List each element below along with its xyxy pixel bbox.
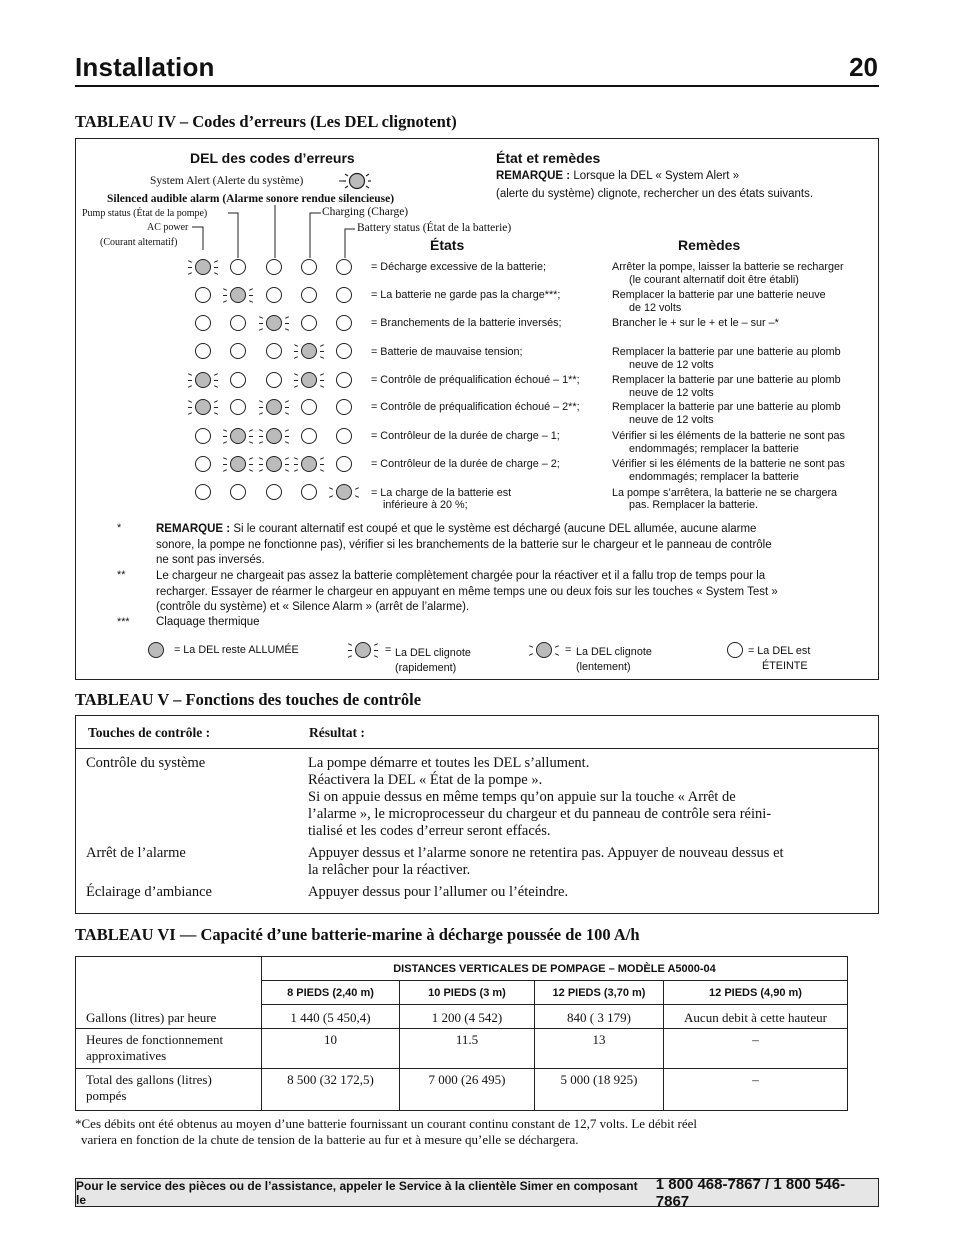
remede-row-3: Brancher le + sur le + et le – sur –* <box>612 317 779 329</box>
remede2-row-4: neuve de 12 volts <box>629 359 714 371</box>
led-row-1-col-5 <box>336 259 352 275</box>
led-row-1-col-1 <box>195 259 211 275</box>
led-row-6-col-1-ray <box>188 407 192 408</box>
note-2-line-2: recharger. Essayer de réarmer le chargeur en appuyant en même temps une ou deux fois sur les touches « System Test » <box>156 585 778 598</box>
led-row-4-col-4-ray <box>320 351 324 352</box>
led-row-1-col-3 <box>266 259 282 275</box>
remede2-row-1: (le courant alternatif doit être établi) <box>629 274 799 286</box>
legend-off-text: = La DEL est <box>748 645 811 657</box>
led-row-7-col-5 <box>336 428 352 444</box>
legend-led-fast-ray <box>348 650 352 651</box>
led-row-5-col-5 <box>336 372 352 388</box>
etat-row-3: = Branchements de la batterie inversés; <box>371 317 562 329</box>
footer-text: Pour le service des pièces ou de l’assistance, appeler le Service à la clientèle Simer en composant le <box>76 1178 638 1207</box>
table6-row-2-label-1: Heures de fonctionnement <box>86 1032 224 1047</box>
led-row-8-col-4-ray <box>294 464 298 465</box>
led-row-8-col-3-ray <box>285 464 289 465</box>
led-row-9-col-5 <box>336 484 352 500</box>
remede-row-8: Vérifier si les éléments de la batterie ne sont pas <box>612 458 845 470</box>
remede2-row-2: de 12 volts <box>629 302 682 314</box>
callout-lines <box>0 0 954 300</box>
legend-led-on <box>148 642 164 658</box>
led-row-7-col-2-ray <box>249 436 253 437</box>
led-row-8-col-2 <box>230 456 246 472</box>
remede2-row-9: pas. Remplacer la batterie. <box>629 499 759 511</box>
led-row-8-col-2-ray <box>249 464 253 465</box>
table5-result-1-line-1: La pompe démarre et toutes les DEL s’allument. <box>308 755 590 771</box>
remede-row-6: Remplacer la batterie par une batterie au plomb <box>612 401 841 413</box>
table6-cell-3-3: 5 000 (18 925) <box>535 1069 664 1111</box>
led-row-8-col-5 <box>336 456 352 472</box>
table5-result-1-line-5: tialisé et les codes d’erreur seront effacés. <box>308 823 551 839</box>
led-row-8-col-1 <box>195 456 211 472</box>
led-row-3-col-2 <box>230 315 246 331</box>
etat-row-5: = Contrôle de préqualification échoué – 1**; <box>371 374 580 386</box>
etat2-row-9: inférieure à 20 %; <box>383 499 468 511</box>
led-row-9-col-3 <box>266 484 282 500</box>
led-row-4-col-4-ray <box>294 351 298 352</box>
table6-col-1: 8 PIEDS (2,40 m) <box>262 981 400 1005</box>
legend-on-text: = La DEL reste ALLUMÉE <box>174 644 299 656</box>
etat-row-4: = Batterie de mauvaise tension; <box>371 346 523 358</box>
led-row-8-col-4 <box>301 456 317 472</box>
led-row-5-col-1-ray <box>188 380 192 381</box>
led-row-4-col-1 <box>195 343 211 359</box>
led-row-3-col-4 <box>301 315 317 331</box>
table6-footnote-line-1: *Ces débits ont été obtenus au moyen d’une batterie fournissant un courant continu constant de 12,7 volts. Le débit réel <box>75 1116 698 1131</box>
remede2-row-8: endommagés; remplacer la batterie <box>629 471 799 483</box>
label-silenced: Silenced audible alarm (Alarme sonore rendue silencieuse) <box>107 193 395 205</box>
led-row-3-col-3 <box>266 315 282 331</box>
note-1-label: REMARQUE : <box>156 523 231 535</box>
led-row-6-col-5 <box>336 399 352 415</box>
table5-col1-header: Touches de contrôle : <box>88 725 211 740</box>
led-row-9-col-1 <box>195 484 211 500</box>
note-1-line-2: sonore, la pompe ne fonctionne pas), vérifier si les branchements de la batterie sur le chargeur et le panneau de contrôle <box>156 538 772 551</box>
table5-result-1-line-4: l’alarme », le microprocesseur du chargeur et du panneau de contrôle sera réini- <box>308 806 772 822</box>
table4-heading: TABLEAU IV – Codes d’erreurs (Les DEL clignotent) <box>75 112 457 131</box>
table6-cell-1-2: 1 200 (4 542) <box>400 1005 535 1029</box>
note-1-line-3: ne sont pas inversés. <box>156 554 265 566</box>
remarque-line2: (alerte du système) clignote, rechercher un des états suivants. <box>496 188 814 200</box>
led-row-7-col-1 <box>195 428 211 444</box>
remede-row-9: La pompe s’arrêtera, la batterie ne se chargera <box>612 487 838 499</box>
remede-row-7: Vérifier si les éléments de la batterie ne sont pas <box>612 430 845 442</box>
label-battery-status: Battery status (État de la batterie) <box>357 222 512 234</box>
note-1-line-1 <box>156 522 772 538</box>
table6-cell-2-3: 13 <box>535 1029 664 1069</box>
etat-row-8: = Contrôleur de la durée de charge – 2; <box>371 458 560 470</box>
note-2-mark: ** <box>117 569 126 581</box>
led-row-2-col-5 <box>336 287 352 303</box>
led-row-3-col-3-ray <box>285 323 289 324</box>
led-row-7-col-2 <box>230 428 246 444</box>
table6-cell-3-2: 7 000 (26 495) <box>400 1069 535 1111</box>
remede-row-5: Remplacer la batterie par une batterie au plomb <box>612 374 841 386</box>
remede2-row-6: neuve de 12 volts <box>629 414 714 426</box>
led-row-6-col-1 <box>195 399 211 415</box>
note-2-line-3: (contrôle du système) et « Silence Alarm » (arrêt de l’alarme). <box>156 601 470 613</box>
table5-result-3: Appuyer dessus pour l’allumer ou l’éteindre. <box>308 884 569 900</box>
note-3-mark: *** <box>117 616 130 628</box>
table6-row-1-label: Gallons (litres) par heure <box>76 957 262 1029</box>
led-row-3-col-3-ray <box>259 323 263 324</box>
legend-fast-text: La DEL clignote <box>395 647 471 659</box>
led-row-1-col-2 <box>230 259 246 275</box>
table6-cell-2-4: – <box>664 1029 848 1069</box>
table6-footnote <box>75 1116 697 1148</box>
etat-row-2: = La batterie ne garde pas la charge***; <box>371 289 561 301</box>
table6-col-3: 12 PIEDS (3,70 m) <box>535 981 664 1005</box>
remarque-line1 <box>496 170 739 183</box>
label-charging: Charging (Charge) <box>322 206 409 218</box>
table6-row-3-label-1: Total des gallons (litres) <box>86 1072 212 1087</box>
led-row-4-col-2 <box>230 343 246 359</box>
remede-row-1: Arrêter la pompe, laisser la batterie se recharger <box>612 261 844 273</box>
table6-cell-2-2: 11.5 <box>400 1029 535 1069</box>
table6-footnote-line-2: variera en fonction de la chute de tension de la batterie au fur et à mesure qu’elle se déchargera. <box>81 1132 579 1147</box>
table6-cell-2-1: 10 <box>262 1029 400 1069</box>
note-1-mark: * <box>117 522 122 534</box>
legend-slow-text2: (lentement) <box>576 661 631 673</box>
note-2-line-1: Le chargeur ne chargeait pas assez la batterie complètement chargée pour la réactiver et il a fallu trop de temps pour la <box>156 570 766 582</box>
led-row-7-col-3-ray <box>285 436 289 437</box>
table6-row-3-label-2: pompés <box>86 1088 127 1103</box>
table6-row-3-label <box>76 1069 262 1111</box>
table5-header-rule <box>76 748 878 749</box>
legend-led-fast-ray <box>374 650 378 651</box>
table6-row-2-label <box>76 1029 262 1069</box>
led-row-1-col-4 <box>301 259 317 275</box>
led-row-2-col-3 <box>266 287 282 303</box>
table6-cell-3-4: – <box>664 1069 848 1111</box>
led-row-3-col-5 <box>336 315 352 331</box>
etat-row-6: = Contrôle de préqualification échoué – 2**; <box>371 401 580 413</box>
remede-row-2: Remplacer la batterie par une batterie neuve <box>612 289 826 301</box>
led-row-8-col-4-ray <box>320 464 324 465</box>
table5-key-3: Éclairage d’ambiance <box>86 884 212 900</box>
led-row-1-col-1-ray <box>214 267 218 268</box>
led-row-7-col-3 <box>266 428 282 444</box>
led-row-5-col-1-ray <box>214 380 218 381</box>
etat-row-1: = Décharge excessive de la batterie; <box>371 261 546 273</box>
remarque-label: REMARQUE : <box>496 170 571 182</box>
led-row-5-col-4 <box>301 372 317 388</box>
led-row-2-col-1 <box>195 287 211 303</box>
led-row-4-col-5 <box>336 343 352 359</box>
legend-fast-eq: = <box>385 644 392 656</box>
legend-led-fast <box>355 642 371 658</box>
table5-heading: TABLEAU V – Fonctions des touches de contrôle <box>75 690 422 709</box>
led-row-2-col-2-ray <box>249 295 253 296</box>
led-row-3-col-1 <box>195 315 211 331</box>
etat-row-9: = La charge de la batterie est <box>371 487 512 499</box>
led-row-6-col-3 <box>266 399 282 415</box>
note-1 <box>156 522 772 569</box>
del-heading: DEL des codes d’erreurs <box>190 150 355 166</box>
table6-heading: TABLEAU VI — Capacité d’une batterie-marine à décharge poussée de 100 A/h <box>75 925 640 944</box>
led-row-5-col-2 <box>230 372 246 388</box>
footer-bar <box>75 1175 879 1210</box>
led-row-5-col-1 <box>195 372 211 388</box>
led-row-2-col-4 <box>301 287 317 303</box>
led-row-4-col-4 <box>301 343 317 359</box>
remede2-row-7: endommagés; remplacer la batterie <box>629 443 799 455</box>
label-pump-status: Pump status (État de la pompe) <box>82 208 208 219</box>
table5-result-1 <box>308 755 771 840</box>
led-row-6-col-3-ray <box>259 407 263 408</box>
legend-slow-text: La DEL clignote <box>576 646 652 658</box>
table5-result-2-line-1: Appuyer dessus et l’alarme sonore ne retentira pas. Appuyer de nouveau dessus et <box>308 845 784 861</box>
remarque-text1: Lorsque la DEL « System Alert » <box>573 170 740 182</box>
table5-col2-header: Résultat : <box>309 725 365 740</box>
legend-led-off <box>727 642 743 658</box>
label-ac-power-fr: (Courant alternatif) <box>100 237 178 248</box>
remedes-heading: Remèdes <box>678 237 741 253</box>
etat-row-7: = Contrôleur de la durée de charge – 1; <box>371 430 560 442</box>
led-row-5-col-3 <box>266 372 282 388</box>
led-row-7-col-4 <box>301 428 317 444</box>
table5-result-1-line-3: Si on appuie dessus en même temps qu’on appuie sur la touche « Arrêt de <box>308 789 736 805</box>
remede2-row-5: neuve de 12 volts <box>629 387 714 399</box>
led-row-2-col-2-ray <box>223 295 227 296</box>
table6 <box>75 956 848 1111</box>
led-row-5-col-4-ray <box>320 380 324 381</box>
legend-led-slow <box>536 642 552 658</box>
led-row-4-col-3 <box>266 343 282 359</box>
led-row-6-col-2 <box>230 399 246 415</box>
table5-result-1-line-2: Réactivera la DEL « État de la pompe ». <box>308 772 543 788</box>
table6-cell-1-1: 1 440 (5 450,4) <box>262 1005 400 1029</box>
legend-fast-text2: (rapidement) <box>395 662 457 674</box>
led-row-6-col-4 <box>301 399 317 415</box>
table6-cell-1-4: Aucun debit à cette hauteur <box>664 1005 848 1029</box>
table5-result-2-line-2: la relâcher pour la réactiver. <box>308 862 471 878</box>
led-row-1-col-1-ray <box>188 267 192 268</box>
table6-group-header: DISTANCES VERTICALES DE POMPAGE – MODÈLE A5000-04 <box>262 957 848 981</box>
label-system-alert: System Alert (Alerte du système) <box>150 175 304 187</box>
led-row-2-col-2 <box>230 287 246 303</box>
footer-phones: 1 800 468-7867 / 1 800 546-7867 <box>655 1175 846 1210</box>
note-2 <box>156 569 778 616</box>
table6-row-2-label-2: approximatives <box>86 1048 167 1063</box>
led-row-9-col-4 <box>301 484 317 500</box>
label-ac-power: AC power <box>147 222 189 233</box>
led-row-8-col-2-ray <box>223 464 227 465</box>
note-3-line-1: Claquage thermique <box>156 616 260 628</box>
legend-slow-eq: = <box>565 644 572 656</box>
led-row-8-col-3-ray <box>259 464 263 465</box>
table5-key-2: Arrêt de l’alarme <box>86 845 186 861</box>
remede-row-4: Remplacer la batterie par une batterie au plomb <box>612 346 841 358</box>
led-row-8-col-3 <box>266 456 282 472</box>
table5-key-1: Contrôle du système <box>86 755 206 771</box>
legend-off-text2: ÉTEINTE <box>762 660 808 672</box>
table6-cell-1-3: 840 ( 3 179) <box>535 1005 664 1029</box>
led-row-9-col-2 <box>230 484 246 500</box>
page-title: Installation <box>75 52 215 82</box>
led-row-6-col-1-ray <box>214 407 218 408</box>
table6-col-2: 10 PIEDS (3 m) <box>400 981 535 1005</box>
etat-heading: État et remèdes <box>496 150 601 166</box>
etats-heading: États <box>430 237 465 253</box>
note-1-text-1: Si le courant alternatif est coupé et que le système est déchargé (aucune DEL allumée, aucune alarme <box>233 523 757 535</box>
table5-result-2 <box>308 845 784 879</box>
page-number: 20 <box>849 52 878 82</box>
led-row-5-col-4-ray <box>294 380 298 381</box>
table6-cell-3-1: 8 500 (32 172,5) <box>262 1069 400 1111</box>
led-row-6-col-3-ray <box>285 407 289 408</box>
table6-col-4: 12 PIEDS (4,90 m) <box>664 981 848 1005</box>
led-row-7-col-3-ray <box>259 436 263 437</box>
led-row-7-col-2-ray <box>223 436 227 437</box>
